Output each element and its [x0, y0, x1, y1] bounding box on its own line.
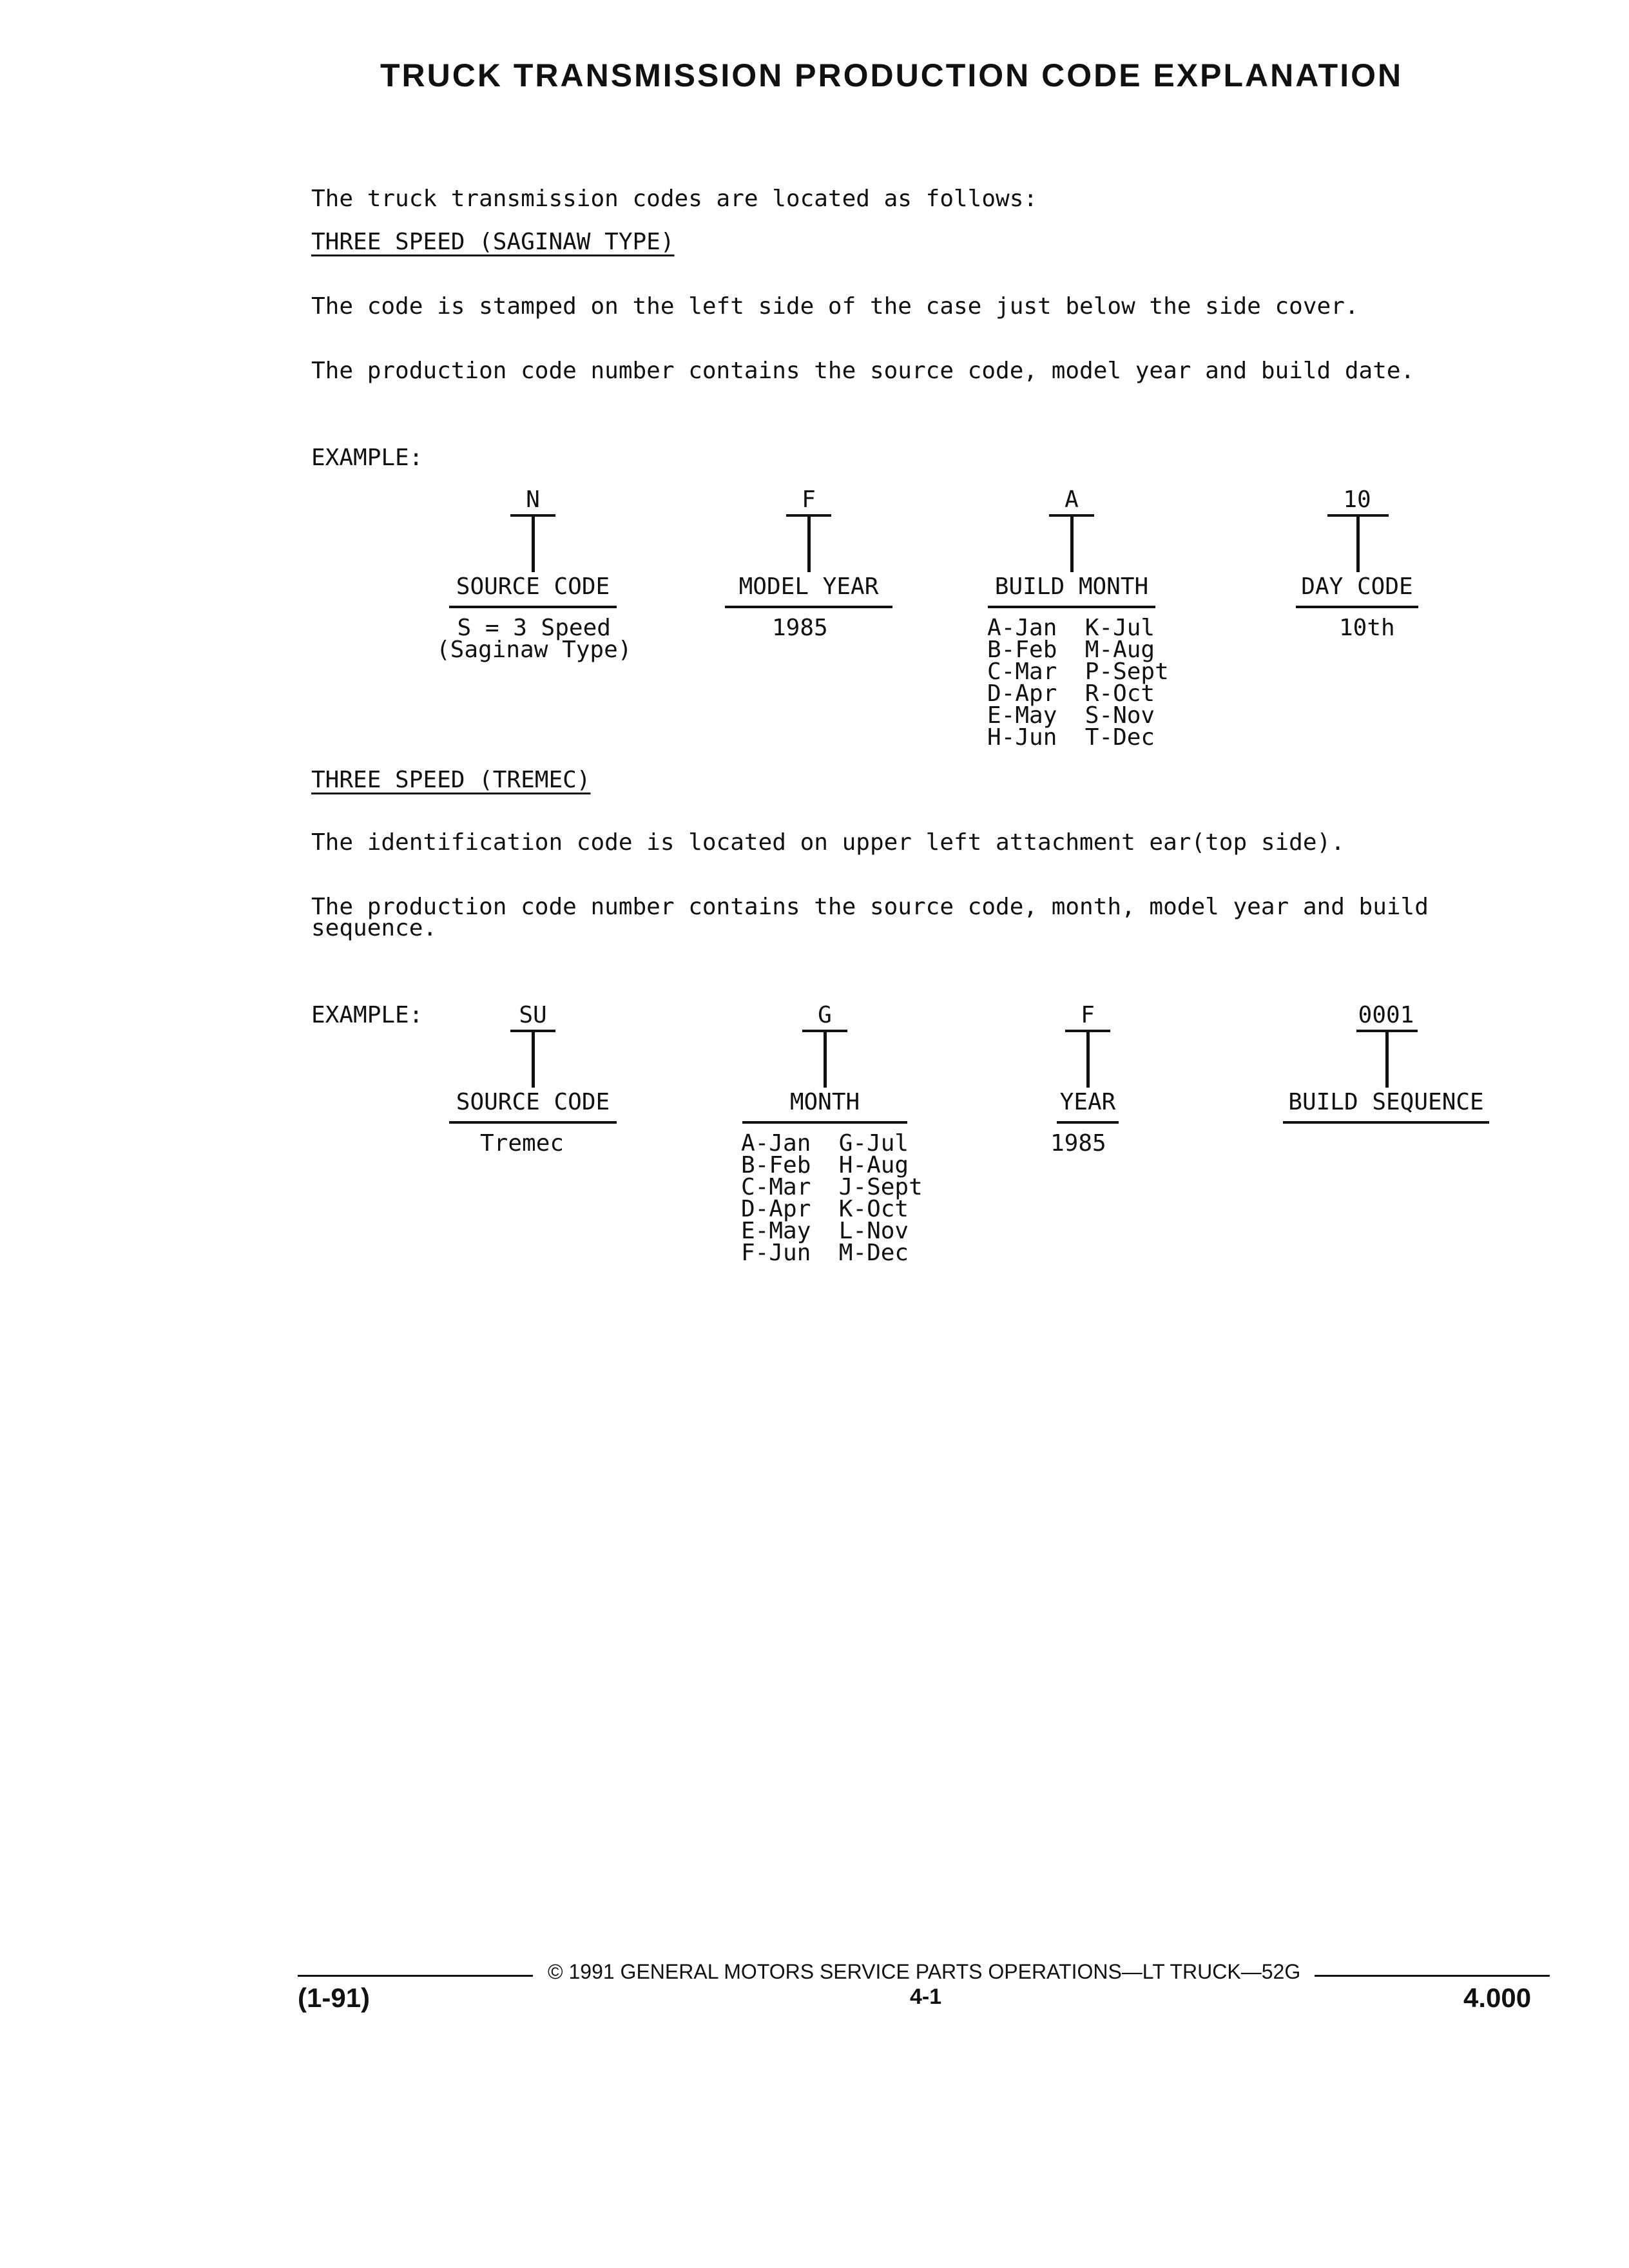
section2-paragraph1: The identification code is located on upper left attachment ear(top side). — [311, 829, 1345, 856]
source-code-detail: S = 3 Speed (Saginaw Type) — [436, 615, 632, 663]
tremec-build-sequence-label: BUILD SEQUENCE — [1283, 1089, 1489, 1115]
day-code-detail: 10th — [1339, 615, 1395, 641]
tremec-build-sequence-connector — [1356, 1030, 1418, 1088]
tremec-source-code-letter: SU — [519, 1002, 547, 1028]
build-month-letter: A — [1065, 486, 1079, 513]
footer-section-number: 4.000 — [1463, 1983, 1532, 2013]
tremec-source-code-connector — [510, 1030, 555, 1088]
model-year-letter: F — [802, 486, 816, 513]
tremec-build-sequence-letter: 0001 — [1358, 1002, 1414, 1028]
source-code-label: SOURCE CODE — [430, 573, 636, 600]
tremec-month-detail: A-Jan G-Jul B-Feb H-Aug C-Mar J-Sept D-Apr K-Oct E-May L-Nov F-Jun M-Dec — [741, 1130, 923, 1266]
day-code-connector — [1327, 514, 1389, 572]
tremec-month-label: MONTH — [722, 1089, 928, 1115]
build-month-label: BUILD MONTH — [969, 573, 1175, 600]
day-code-letter: 10 — [1343, 486, 1371, 513]
source-code-connector — [510, 514, 555, 572]
section2-paragraph2b: sequence. — [311, 915, 438, 941]
tremec-year-letter: F — [1081, 1002, 1095, 1028]
section1-paragraph2: The production code number contains the source code, model year and build date. — [311, 358, 1415, 384]
intro-text: The truck transmission codes are located as follows: — [311, 186, 1038, 212]
tremec-year-label: YEAR — [985, 1089, 1191, 1115]
footer-page-number: 4-1 — [910, 1984, 942, 2009]
day-code-label: DAY CODE — [1254, 573, 1460, 600]
section1-example-label: EXAMPLE: — [311, 445, 423, 471]
tremec-source-code-detail: Tremec — [480, 1130, 564, 1157]
section2-heading: THREE SPEED (TREMEC) — [311, 767, 591, 793]
section2-example-label: EXAMPLE: — [311, 1002, 423, 1028]
tremec-year-detail: 1985 — [1050, 1130, 1106, 1157]
section1-paragraph1: The code is stamped on the left side of the case just below the side cover. — [311, 293, 1359, 320]
footer-copyright: © 1991 GENERAL MOTORS SERVICE PARTS OPERATIONS—LT TRUCK—52G — [548, 1960, 1301, 1983]
tremec-source-code-label: SOURCE CODE — [430, 1089, 636, 1115]
footer-rule-left — [298, 1975, 533, 1977]
tremec-year-connector — [1065, 1030, 1110, 1088]
model-year-connector — [786, 514, 831, 572]
footer-date-code: (1-91) — [298, 1983, 371, 2013]
tremec-month-connector — [802, 1030, 847, 1088]
model-year-label: MODEL YEAR — [706, 573, 912, 600]
tremec-month-letter: G — [818, 1002, 832, 1028]
section1-heading: THREE SPEED (SAGINAW TYPE) — [311, 229, 675, 255]
model-year-detail: 1985 — [772, 615, 828, 641]
page-title: TRUCK TRANSMISSION PRODUCTION CODE EXPLANATION — [380, 57, 1403, 93]
build-month-detail: A-Jan K-Jul B-Feb M-Aug C-Mar P-Sept D-Apr R-Oct E-May S-Nov H-Jun T-Dec — [987, 615, 1169, 751]
section2-paragraph2a: The production code number contains the source code, month, model year and build — [311, 894, 1429, 920]
source-code-letter: N — [526, 486, 540, 513]
build-month-connector — [1049, 514, 1094, 572]
footer-rule-right — [1315, 1975, 1550, 1977]
